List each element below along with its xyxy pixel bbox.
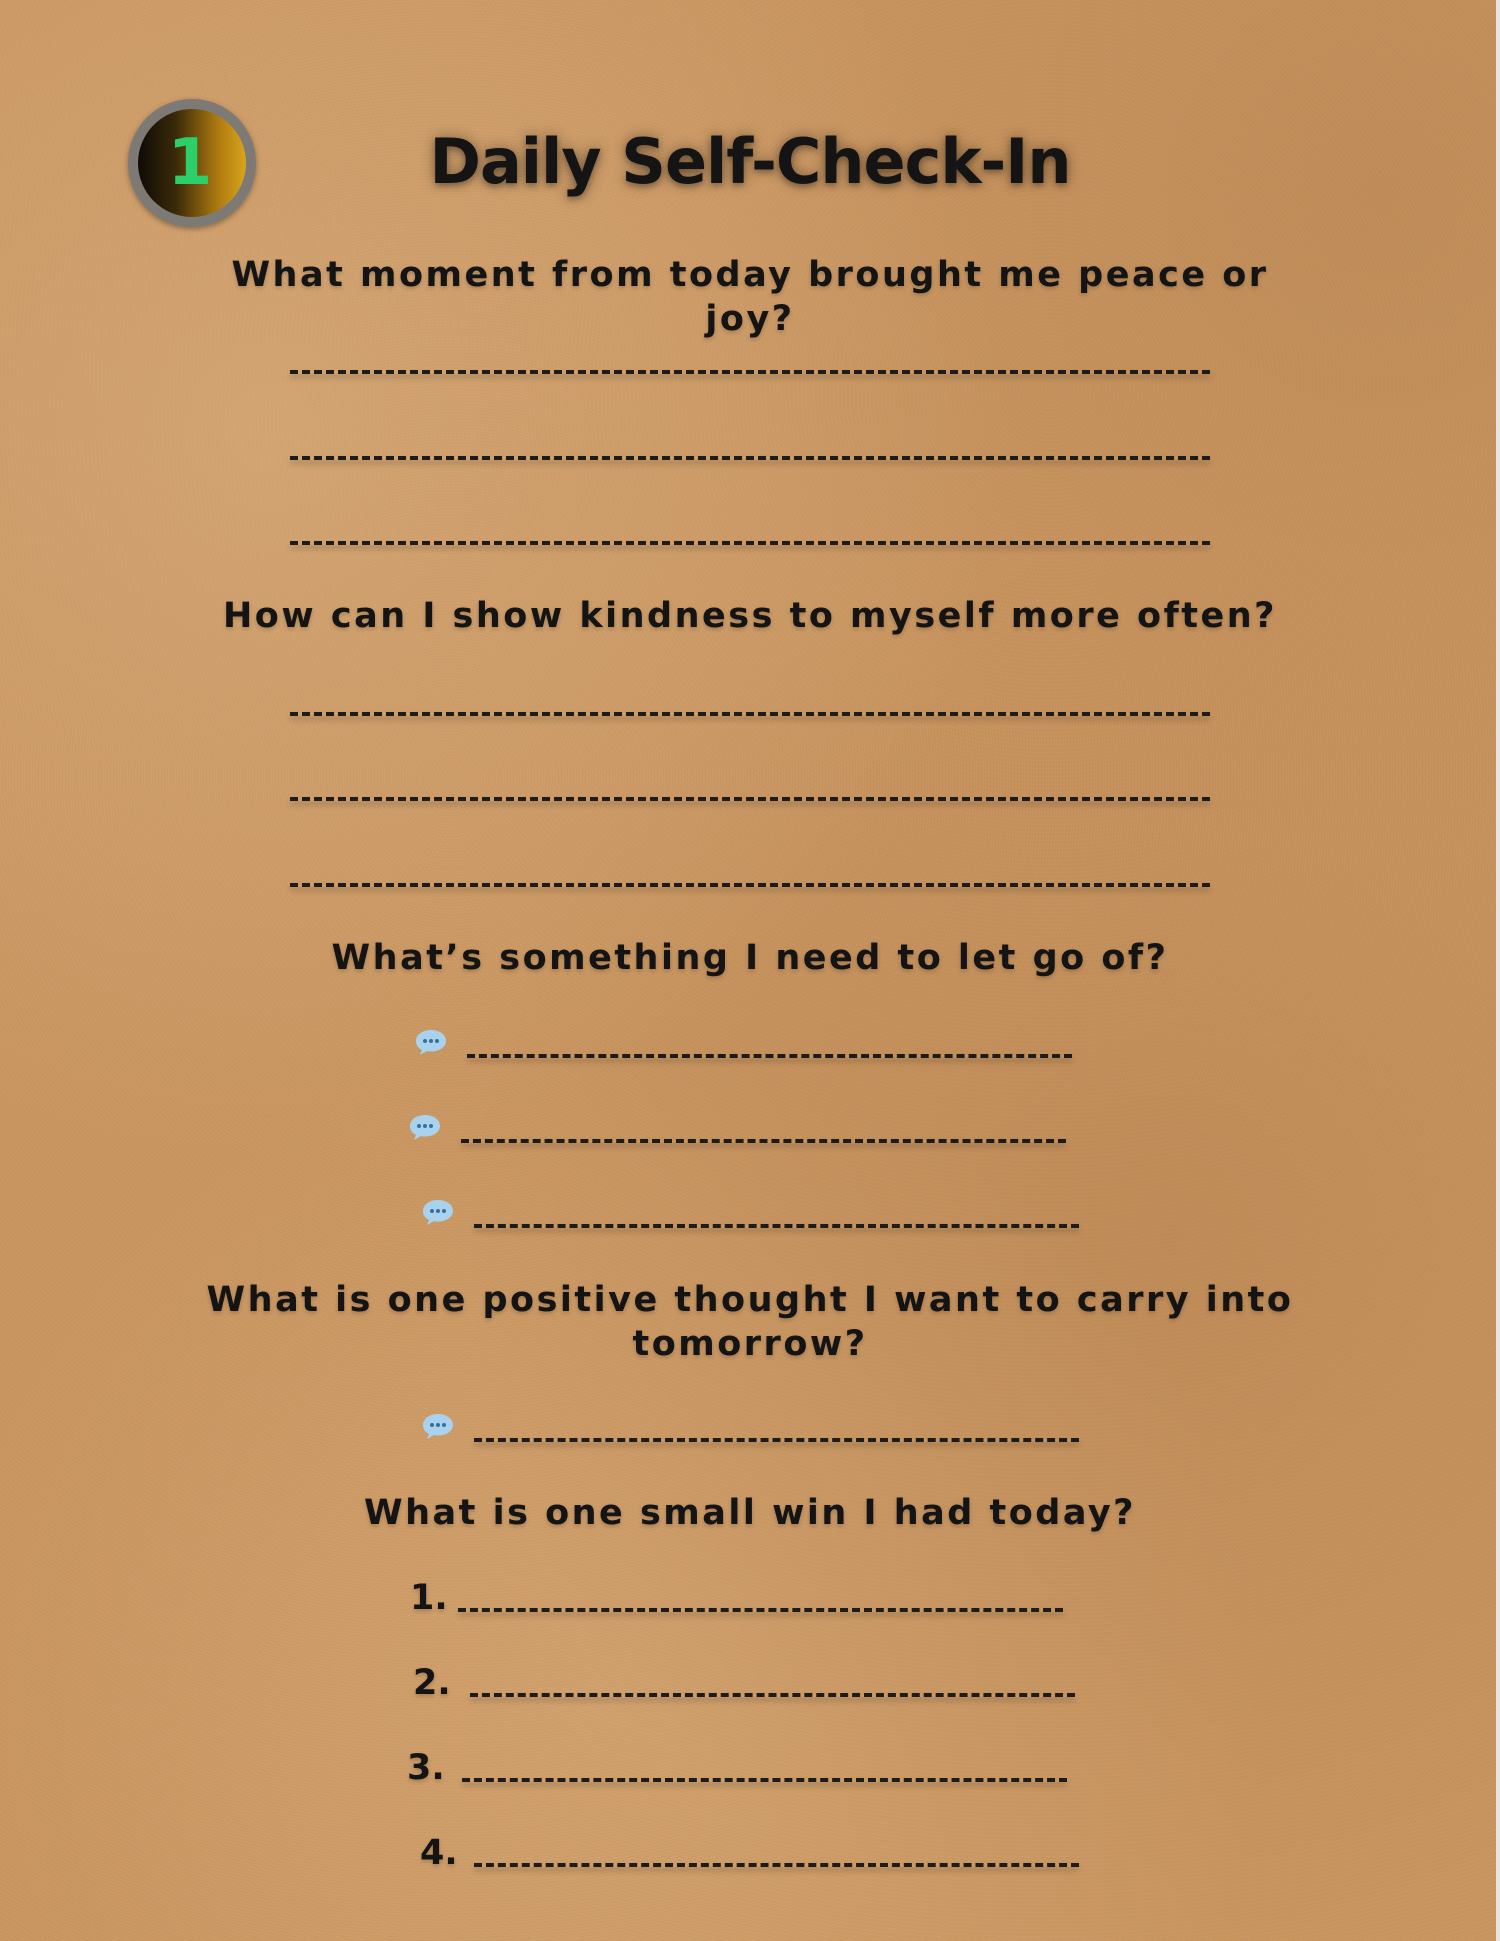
letgo-line-3[interactable] xyxy=(474,1224,1079,1228)
question-5: What is one small win I had today? xyxy=(364,1493,1136,1533)
question-3: What’s something I need to let go of? xyxy=(331,938,1169,978)
answer-line-1-1[interactable] xyxy=(290,370,1210,374)
win-line-2[interactable] xyxy=(470,1693,1075,1697)
win-line-1[interactable] xyxy=(458,1608,1063,1612)
speech-bubble-icon xyxy=(414,1028,448,1056)
answer-line-2-3[interactable] xyxy=(290,883,1210,887)
page-title: Daily Self-Check-In xyxy=(429,125,1071,198)
letgo-line-2[interactable] xyxy=(461,1139,1066,1143)
question-4: What is one positive thought I want to carry into tomorrow? xyxy=(206,1280,1294,1364)
question-2: How can I show kindness to myself more often? xyxy=(223,596,1277,636)
win-number-2: 2. xyxy=(413,1663,451,1703)
win-line-4[interactable] xyxy=(474,1863,1079,1867)
step-badge-number: 1 xyxy=(167,126,213,200)
answer-line-1-2[interactable] xyxy=(290,456,1210,460)
answer-line-1-3[interactable] xyxy=(290,541,1210,545)
speech-bubble-icon xyxy=(421,1198,455,1226)
speech-bubble-icon xyxy=(421,1412,455,1440)
speech-bubble-icon xyxy=(408,1113,442,1141)
answer-line-2-1[interactable] xyxy=(290,712,1210,716)
win-number-1: 1. xyxy=(410,1578,448,1618)
question-1: What moment from today brought me peace or joy? xyxy=(231,255,1269,339)
letgo-line-1[interactable] xyxy=(467,1054,1072,1058)
answer-line-2-2[interactable] xyxy=(290,797,1210,801)
win-line-3[interactable] xyxy=(462,1778,1067,1782)
win-number-4: 4. xyxy=(420,1833,458,1873)
page-edge xyxy=(1496,0,1500,1941)
positive-thought-line[interactable] xyxy=(474,1438,1079,1442)
win-number-3: 3. xyxy=(407,1748,445,1788)
